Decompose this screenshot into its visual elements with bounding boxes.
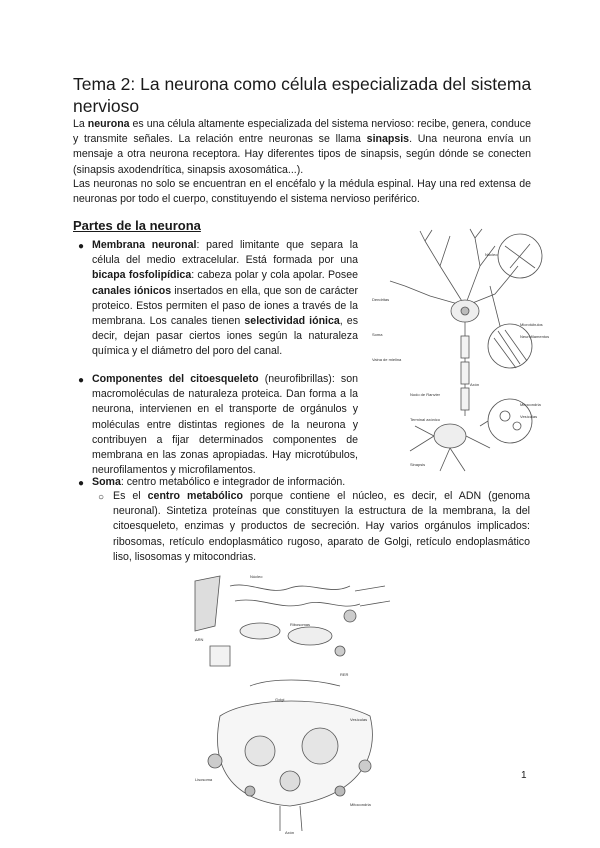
svg-text:Golgi: Golgi [275, 697, 285, 702]
bullet-dot-icon: ● [78, 375, 85, 386]
sub-bullet-circle-icon: ○ [98, 492, 105, 503]
svg-text:Sinapsis: Sinapsis [410, 462, 426, 467]
fig-label: Dendritas [372, 297, 390, 302]
svg-text:Vaina de mielina: Vaina de mielina [372, 357, 402, 362]
svg-text:Neurofilamentos: Neurofilamentos [520, 334, 550, 339]
svg-text:Axón: Axón [285, 830, 295, 835]
svg-text:Mitocondria: Mitocondria [520, 402, 541, 407]
svg-text:Vesículas: Vesículas [350, 717, 368, 722]
svg-text:Núcleo: Núcleo [250, 574, 263, 579]
svg-text:Terminal axónico: Terminal axónico [410, 417, 441, 422]
svg-text:ARN: ARN [195, 637, 204, 642]
svg-text:RER: RER [340, 672, 349, 677]
section-heading: Partes de la neurona [73, 218, 201, 233]
list-item-soma-metabolico: Es el centro metabólico porque contiene el núcleo, es decir, el ADN (genoma neuronal). Sintetiza proteínas que constituyen la estructura de la membrana, la del citoesqueleto, enzimas y productos de secreción. Hay varios orgánulos implicados: ribosomas, retículo endoplasmático rugoso, aparato de Golgi, retículo endoplasmático liso, lisosomas y mitocondrias. [113, 490, 530, 563]
svg-text:Vesículas: Vesículas [520, 414, 538, 419]
list-item-citoesqueleto: Componentes del citoesqueleto (neurofibrillas): son macromoléculas de naturaleza proteica. Dan forma a la neurona, intervienen en el transporte de orgánulos y moléculas entre distintas regiones de la neurona y contribuyen a fijar determinados componentes de membrana en las zonas apropiadas. Hay microtúbulos, neurofilamentos y microfilamentos. [92, 373, 359, 477]
page-title: Tema 2: La neurona como célula especializada del sistema nervioso [73, 74, 532, 116]
intro-paragraph-1: La neurona es una célula altamente especializada del sistema nervioso: recibe, genera, conduce y transmite señales. La relación entre neuronas se llama sinapsis. Una neurona envía un mensaje a otra neurona receptora. Hay diferentes tipos de sinapsis, según dónde se conecten (sinapsis axodendrítica, sinapsis axosomática...). [73, 118, 531, 176]
list-item-membrana: Membrana neuronal: pared limitante que separa la célula del medio extracelular. Está formada por una bicapa fosfolipídica: cabeza polar y cola apolar. Posee canales iónicos insertados en ella, que son de carácter proteico. Estos permiten el paso de iones a través de la membrana. Los canales tienen selectividad iónica, es decir, dejan pasar ciertos iones según la naturaleza química y el diámetro del poro del canal. [92, 239, 358, 358]
svg-text:Mitocondria: Mitocondria [350, 802, 371, 807]
svg-text:Lisosoma: Lisosoma [195, 777, 213, 782]
bullet-dot-icon: ● [78, 478, 85, 489]
list-item-soma: Soma: centro metabólico e integrador de información. [92, 476, 346, 488]
svg-text:Axón: Axón [470, 382, 480, 387]
svg-text:Soma: Soma [372, 332, 383, 337]
svg-text:Núcleo: Núcleo [485, 252, 498, 257]
svg-text:Nodo de Ranvier: Nodo de Ranvier [410, 392, 441, 397]
soma-organelles-figure [190, 566, 400, 836]
bullet-dot-icon: ● [78, 241, 85, 252]
page-number: 1 [521, 770, 527, 781]
svg-text:Ribosomas: Ribosomas [290, 622, 311, 627]
neuron-structure-figure [370, 226, 550, 476]
term-sinapsis: sinapsis [366, 133, 410, 146]
svg-text:Microtúbulos: Microtúbulos [520, 322, 543, 327]
intro-paragraph-2: Las neuronas no solo se encuentran en el encéfalo y la médula espinal. Hay una red extensa de neuronas por todo el cuerpo, constituyendo el sistema nervioso periférico. [73, 178, 531, 206]
term-neurona: neurona [87, 118, 130, 130]
